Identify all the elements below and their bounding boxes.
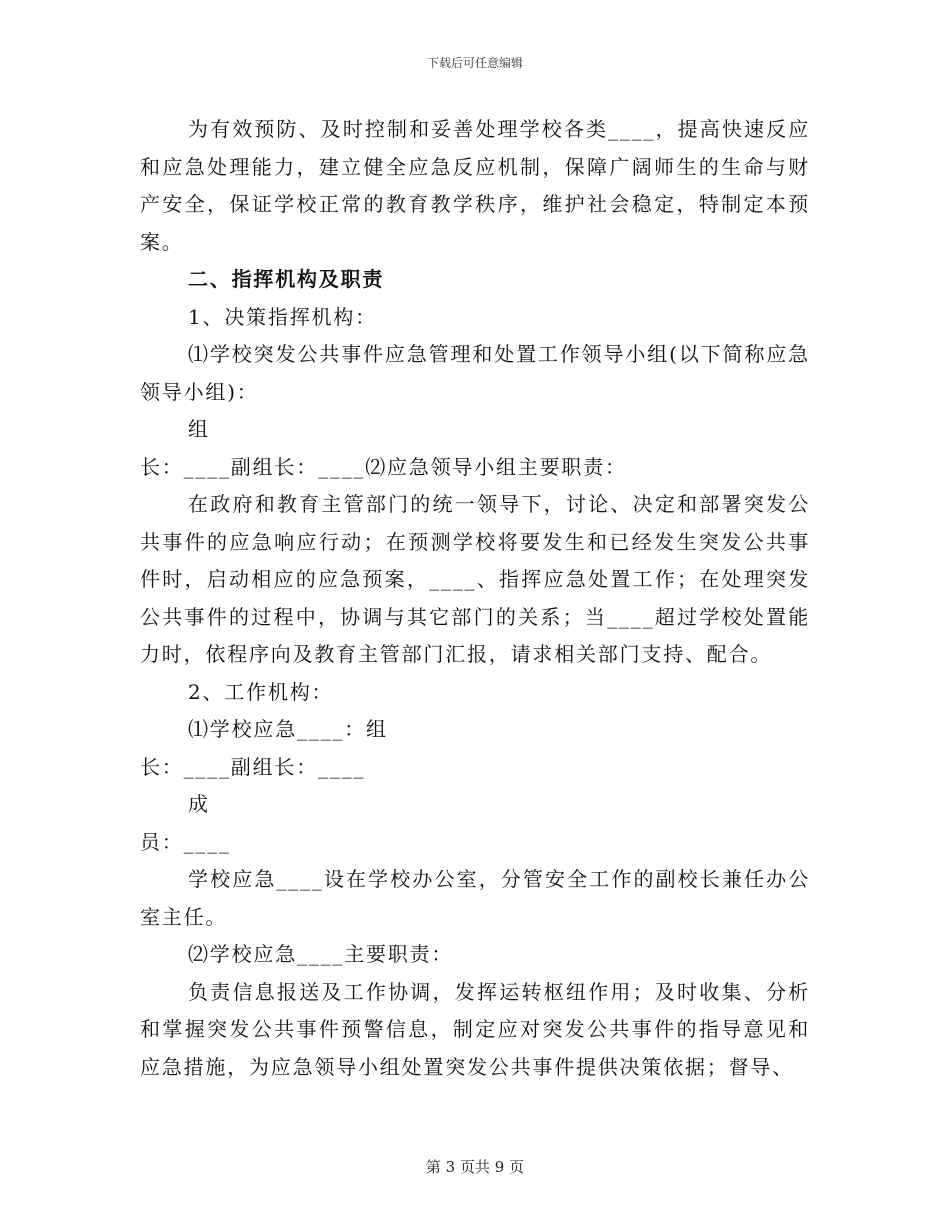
members-line: 员：____: [140, 829, 231, 854]
intro-paragraph: 为有效预防、及时控制和妥善处理学校各类____，提高快速反应和应急处理能力，建立健全应急反应机制，保障广阔师生的生命与财产安全，保证学校正常的教育教学秩序，维护社会稳定，特制定本预案。: [140, 117, 810, 254]
office-item: ⑴学校应急____：组: [188, 717, 388, 741]
office-leader-line: 长：____副组长：____: [140, 754, 366, 779]
subsection-work-body: 2、工作机构：: [188, 679, 334, 704]
section-heading-command: 二、指挥机构及职责: [188, 267, 385, 291]
page-header: 下载后可任意编辑: [426, 56, 523, 70]
page-number: 第 3 页共 9 页: [425, 1158, 525, 1176]
leading-group-item: ⑴学校突发公共事件应急管理和处置工作领导小组(以下简称应急领导小组)：: [140, 342, 810, 404]
office-location-paragraph: 学校应急____设在学校办公室，分管安全工作的副校长兼任办公室主任。: [140, 867, 810, 929]
subsection-decision-body: 1、决策指挥机构：: [188, 304, 377, 329]
office-duties-item: ⑵学校应急____主要职责：: [188, 942, 454, 966]
duties-paragraph: 在政府和教育主管部门的统一领导下，讨论、决定和部署突发公共事件的应急响应行动；在预测学校将要发生和已经发生突发公共事件时，启动相应的应急预案，____、指挥应急处置工作；在处理突发公共事件的过程中，协调与其它部门的关系；当____超过学校处置能力时，依程序向及教育主管部门汇报，请求相关部门支持、配合。: [140, 492, 810, 666]
members-label: 成: [188, 792, 210, 816]
office-duties-paragraph: 负责信息报送及工作协调，发挥运转枢纽作用；及时收集、分析和掌握突发公共事件预警信息，制定应对突发公共事件的指导意见和应急措施，为应急领导小组处置突发公共事件提供决策依据；督导、: [140, 979, 810, 1079]
document-body: [140, 111, 810, 1086]
leader-line: 长：____副组长：____⑵应急领导小组主要职责：: [140, 454, 627, 479]
leader-label: 组: [188, 417, 210, 441]
